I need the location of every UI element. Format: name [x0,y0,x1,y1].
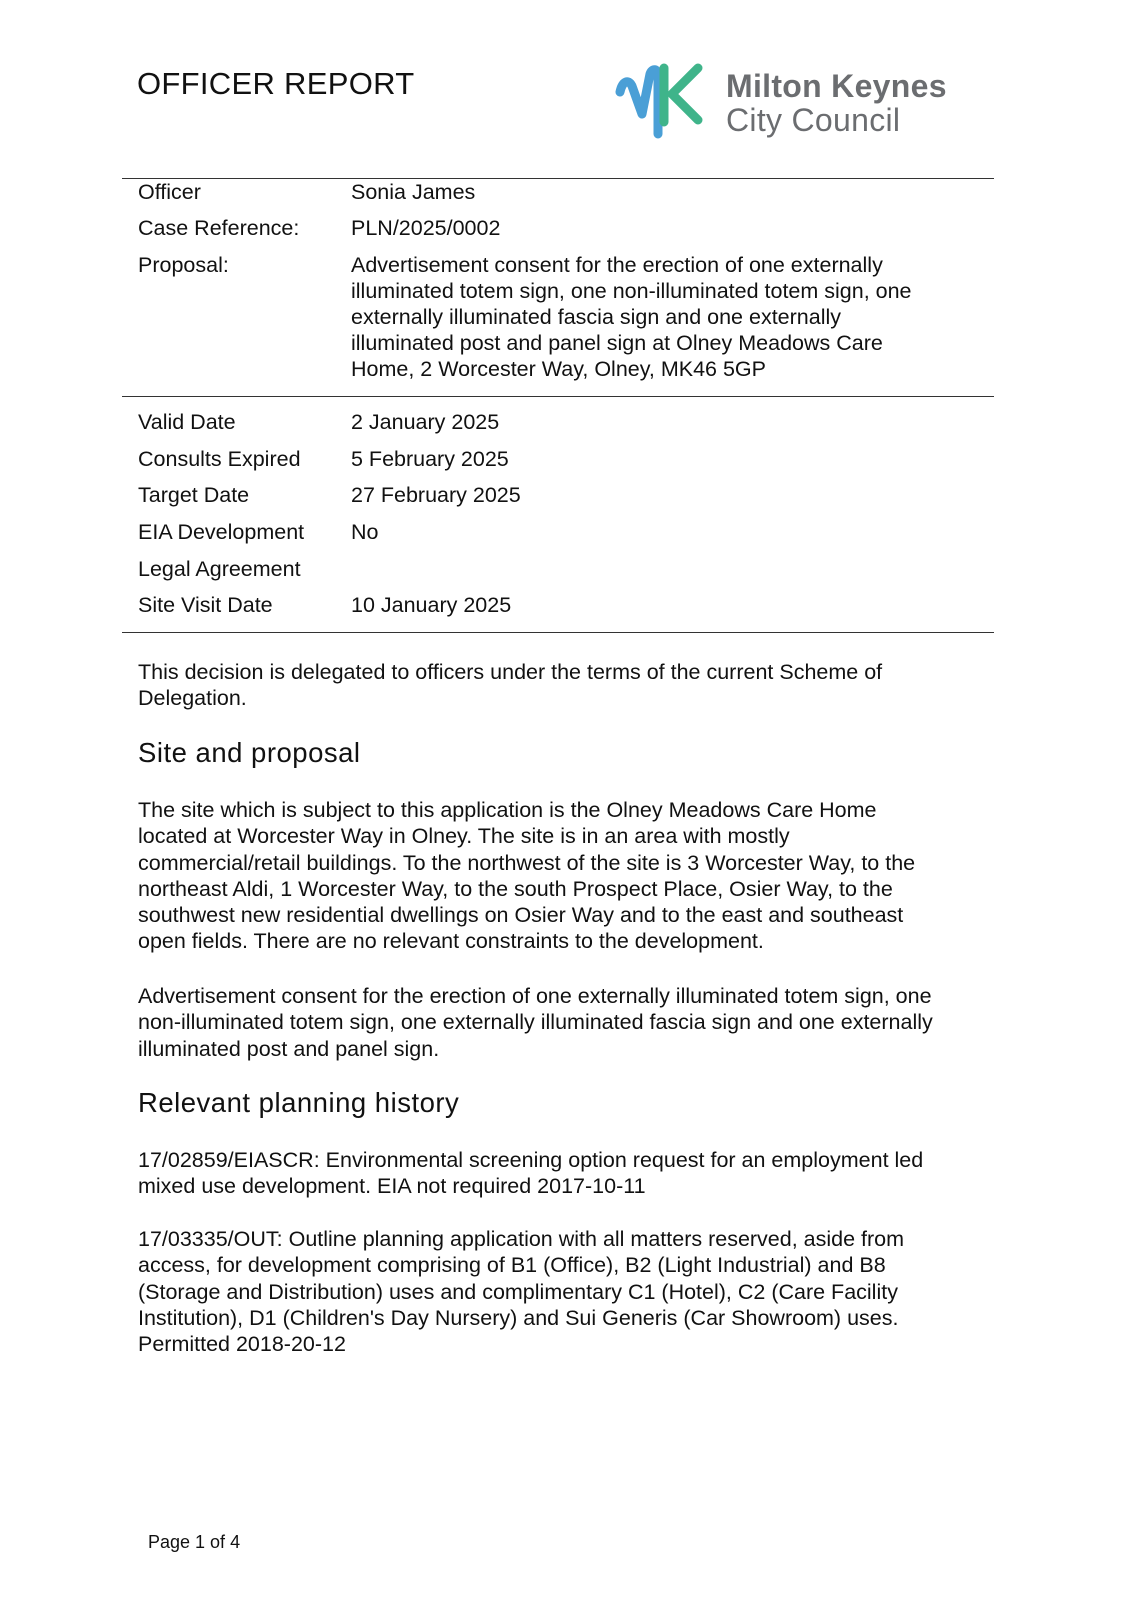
text-line: non-illuminated totem sign, one externally illuminated fascia sign and one externally [138,1010,933,1035]
consults-expired-value: 5 February 2025 [351,447,509,471]
divider [122,632,994,633]
text-line: mixed use development. EIA not required 2017-10-11 [138,1174,646,1199]
text-line: illuminated post and panel sign. [138,1036,440,1061]
eia-development-label: EIA Development [138,520,305,544]
eia-development-value: No [351,520,379,544]
text-line: This decision is delegated to officers under the terms of the current Scheme of [138,660,883,684]
case-reference-label: Case Reference: [138,216,300,240]
page-title: OFFICER REPORT [137,66,415,101]
text-line: southwest new residential dwellings on Osier Way and to the east and southeast [138,903,904,928]
text-line: located at Worcester Way in Olney. The site is in an area with mostly [138,824,790,849]
text-line: (Storage and Distribution) uses and complimentary C1 (Hotel), C2 (Care Facility [138,1279,898,1304]
logo-name: Milton Keynes [726,68,947,104]
proposal-line: Advertisement consent for the erection of one externally [351,253,883,277]
proposal-description-paragraph [138,983,998,1062]
history-entry-out [138,1226,998,1357]
target-date-label: Target Date [138,483,250,507]
proposal-value [351,252,971,382]
text-line: 17/03335/OUT: Outline planning application with all matters reserved, aside from [138,1227,905,1251]
council-logo [614,62,994,142]
section-heading-planning-history: Relevant planning history [138,1087,460,1118]
section-heading-site-and-proposal: Site and proposal [138,737,361,768]
site-visit-date-value: 10 January 2025 [351,593,512,617]
logo-subtitle: City Council [726,102,901,138]
officer-value: Sonia James [351,180,476,204]
mk-logo-mark [614,62,714,142]
text-line: Permitted 2018-20-12 [138,1332,346,1357]
divider [122,396,994,397]
text-line: commercial/retail buildings. To the northwest of the site is 3 Worcester Way, to the [138,850,916,875]
delegation-paragraph [138,659,998,712]
text-line: 17/02859/EIASCR: Environmental screening option request for an employment led [138,1148,924,1172]
text-line: Advertisement consent for the erection of one externally illuminated totem sign, one [138,984,932,1008]
legal-agreement-label: Legal Agreement [138,557,301,581]
proposal-line: Home, 2 Worcester Way, Olney, MK46 5GP [351,357,766,381]
text-line: northeast Aldi, 1 Worcester Way, to the south Prospect Place, Osier Way, to the [138,876,893,901]
proposal-line: externally illuminated fascia sign and one externally [351,305,841,329]
consults-expired-label: Consults Expired [138,447,301,471]
proposal-line: illuminated post and panel sign at Olney Meadows Care [351,331,883,355]
history-entry-eiascr [138,1147,998,1200]
text-line: access, for development comprising of B1 (Office), B2 (Light Industrial) and B8 [138,1253,886,1278]
case-reference-value: PLN/2025/0002 [351,216,501,240]
proposal-line: illuminated totem sign, one non-illuminated totem sign, one [351,279,912,303]
proposal-label: Proposal: [138,253,229,277]
site-description-paragraph [138,797,998,955]
text-line: Institution), D1 (Children's Day Nursery) and Sui Generis (Car Showroom) uses. [138,1305,899,1330]
text-line: open fields. There are no relevant constraints to the development. [138,929,764,954]
target-date-value: 27 February 2025 [351,483,521,507]
page-number: Page 1 of 4 [148,1532,241,1552]
valid-date-value: 2 January 2025 [351,410,500,434]
text-line: The site which is subject to this application is the Olney Meadows Care Home [138,798,877,822]
officer-label: Officer [138,180,201,204]
site-visit-date-label: Site Visit Date [138,593,273,617]
text-line: Delegation. [138,686,247,711]
valid-date-label: Valid Date [138,410,236,434]
